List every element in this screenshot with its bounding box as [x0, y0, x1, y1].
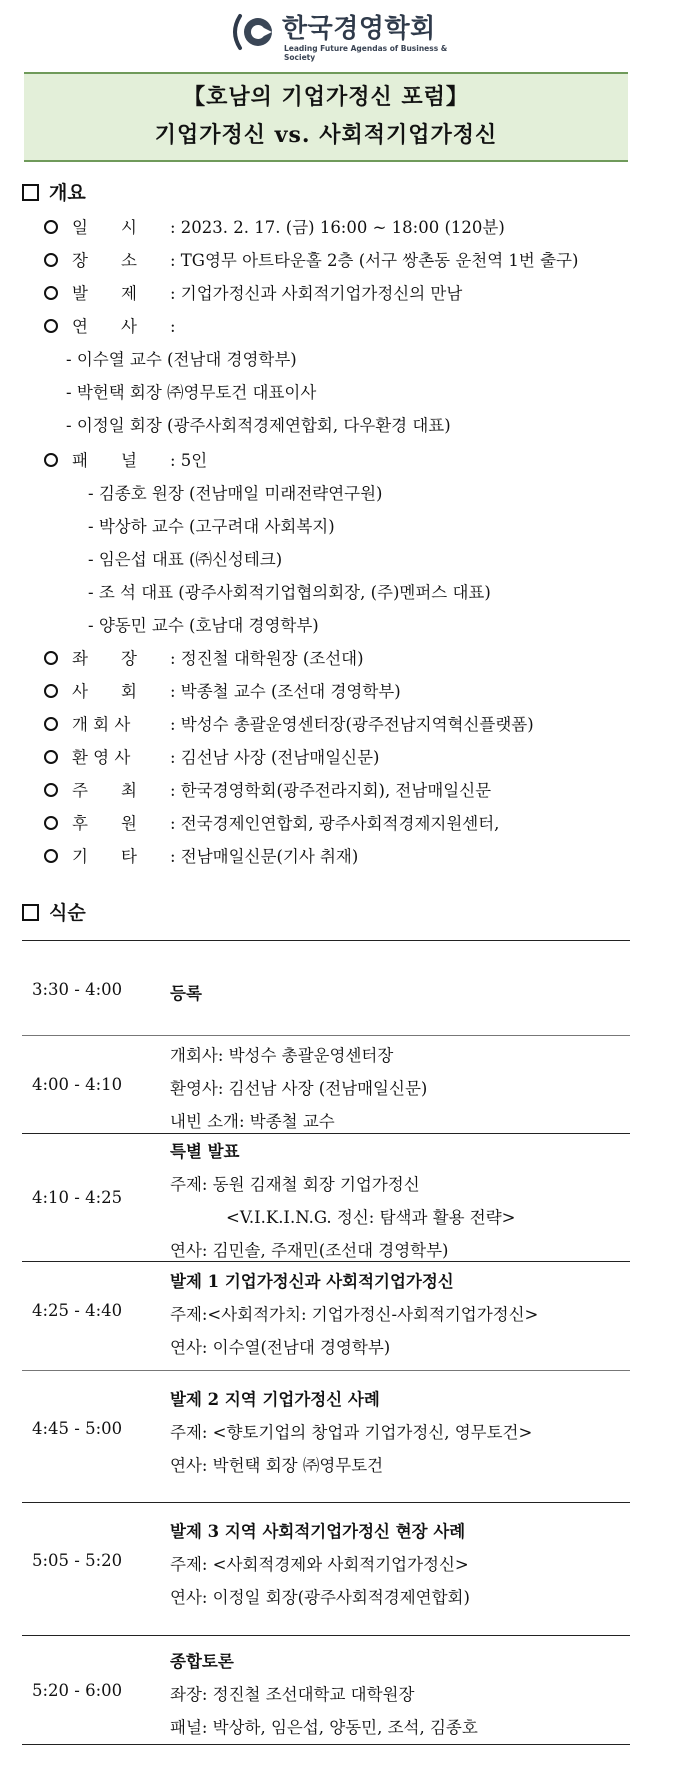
- circle-bullet-icon: [44, 849, 58, 863]
- schedule-line: <V.I.K.I.N.G. 정신: 탐색과 활용 전략>: [226, 1208, 516, 1227]
- checkbox-square-icon: [22, 904, 39, 921]
- circle-bullet-icon: [44, 220, 58, 234]
- panelist-item: - 양동민 교수 (호남대 경영학부): [88, 616, 319, 635]
- overview-item-welcome: 환 영 사 : 김선남 사장 (전남매일신문): [44, 744, 380, 768]
- divider: [22, 1502, 630, 1503]
- kaba-logo-icon: [228, 10, 278, 54]
- schedule-line: 내빈 소개: 박종철 교수: [170, 1112, 335, 1131]
- schedule-line: 발제 1 기업가정신과 사회적기업가정신: [170, 1272, 454, 1291]
- panelist-item: - 임은섭 대표 (㈜신성테크): [88, 550, 283, 569]
- speaker-item: - 이정일 회장 (광주사회적경제연합회, 다우환경 대표): [66, 416, 451, 435]
- checkbox-square-icon: [22, 184, 39, 201]
- schedule-time: 5:05 - 5:20: [32, 1551, 123, 1570]
- divider: [22, 1370, 630, 1371]
- divider: [22, 1261, 630, 1262]
- circle-bullet-icon: [44, 684, 58, 698]
- panelist-item: - 김종호 원장 (전남매일 미래전략연구원): [88, 484, 383, 503]
- overview-item-host: 주 최 : 한국경영학회(광주전라지회), 전남매일신문: [44, 777, 491, 801]
- speaker-item: - 박헌택 회장 ㈜영무토건 대표이사: [66, 383, 317, 402]
- program-heading: 식순: [22, 898, 86, 925]
- overview-item-speakers: 연 사 :: [44, 313, 176, 337]
- divider: [22, 1035, 630, 1036]
- overview-item-topic: 발 제 : 기업가정신과 사회적기업가정신의 만남: [44, 280, 462, 304]
- circle-bullet-icon: [44, 717, 58, 731]
- circle-bullet-icon: [44, 319, 58, 333]
- overview-item-opening: 개 회 사 : 박성수 총괄운영센터장(광주전남지역혁신플랫폼): [44, 711, 534, 735]
- circle-bullet-icon: [44, 453, 58, 467]
- divider: [22, 1635, 630, 1636]
- schedule-line: 연사: 이수열(전남대 경영학부): [170, 1338, 391, 1357]
- schedule-line: 연사: 김민솔, 주재민(조선대 경영학부): [170, 1241, 449, 1260]
- schedule-line: 좌장: 정진철 조선대학교 대학원장: [170, 1685, 415, 1704]
- schedule-time: 4:45 - 5:00: [32, 1419, 123, 1438]
- schedule-line: 특별 발표: [170, 1142, 240, 1161]
- overview-item-chair: 좌 장 : 정진철 대학원장 (조선대): [44, 645, 364, 669]
- speaker-item: - 이수열 교수 (전남대 경영학부): [66, 350, 297, 369]
- schedule-time: 4:10 - 4:25: [32, 1188, 123, 1207]
- schedule-line: 패널: 박상하, 임은섭, 양동민, 조석, 김종호: [170, 1718, 478, 1737]
- divider: [22, 1133, 630, 1134]
- schedule-line: 종합토론: [170, 1652, 234, 1671]
- logo: [228, 8, 468, 62]
- schedule-line: 주제: <향토기업의 창업과 기업가정신, 영무토건>: [170, 1423, 533, 1442]
- schedule-line: 개회사: 박성수 총괄운영센터장: [170, 1046, 394, 1065]
- schedule-line: 주제: 동원 김재철 회장 기업가정신: [170, 1175, 420, 1194]
- schedule-line: 연사: 박헌택 회장 ㈜영무토건: [170, 1456, 384, 1475]
- overview-item-date: 일 시 : 2023. 2. 17. (금) 16:00 ~ 18:00 (120분): [44, 214, 505, 238]
- logo-name: 한국경영학회: [282, 14, 436, 44]
- title-box: [24, 72, 628, 162]
- circle-bullet-icon: [44, 816, 58, 830]
- overview-item-sponsor: 후 원 : 전국경제인연합회, 광주사회적경제지원센터,: [44, 810, 499, 834]
- schedule-line: 환영사: 김선남 사장 (전남매일신문): [170, 1079, 428, 1098]
- schedule-line: 발제 3 지역 사회적기업가정신 현장 사례: [170, 1522, 466, 1541]
- overview-item-panel: 패 널 : 5인: [44, 447, 207, 471]
- panelist-item: - 박상하 교수 (고구려대 사회복지): [88, 517, 335, 536]
- schedule-line: 주제: <사회적경제와 사회적기업가정신>: [170, 1555, 469, 1574]
- schedule-time: 4:25 - 4:40: [32, 1301, 123, 1320]
- circle-bullet-icon: [44, 651, 58, 665]
- circle-bullet-icon: [44, 286, 58, 300]
- forum-title: 【호남의 기업가정신 포럼】: [183, 84, 469, 110]
- circle-bullet-icon: [44, 783, 58, 797]
- schedule-line: 주제:<사회적가치: 기업가정신-사회적기업가정신>: [170, 1305, 539, 1324]
- schedule-time: 4:00 - 4:10: [32, 1075, 123, 1094]
- overview-heading: 개요: [22, 178, 86, 205]
- schedule-line: 등록: [170, 984, 202, 1003]
- schedule-time: 3:30 - 4:00: [32, 980, 123, 999]
- logo-tagline: Leading Future Agendas of Business & Society: [284, 44, 448, 62]
- divider: [22, 1744, 630, 1745]
- overview-item-etc: 기 타 : 전남매일신문(기사 취재): [44, 843, 358, 867]
- panelist-item: - 조 석 대표 (광주사회적기업협의회장, (주)멘퍼스 대표): [88, 583, 491, 602]
- forum-subtitle: 기업가정신 vs. 사회적기업가정신: [154, 122, 498, 148]
- overview-item-moderator: 사 회 : 박종철 교수 (조선대 경영학부): [44, 678, 401, 702]
- schedule-line: 발제 2 지역 기업가정신 사례: [170, 1390, 380, 1409]
- circle-bullet-icon: [44, 750, 58, 764]
- circle-bullet-icon: [44, 253, 58, 267]
- overview-item-venue: 장 소 : TG영무 아트타운홀 2층 (서구 쌍촌동 운천역 1번 출구): [44, 247, 578, 271]
- schedule-line: 연사: 이정일 회장(광주사회적경제연합회): [170, 1588, 470, 1607]
- schedule-time: 5:20 - 6:00: [32, 1681, 123, 1700]
- divider: [22, 940, 630, 941]
